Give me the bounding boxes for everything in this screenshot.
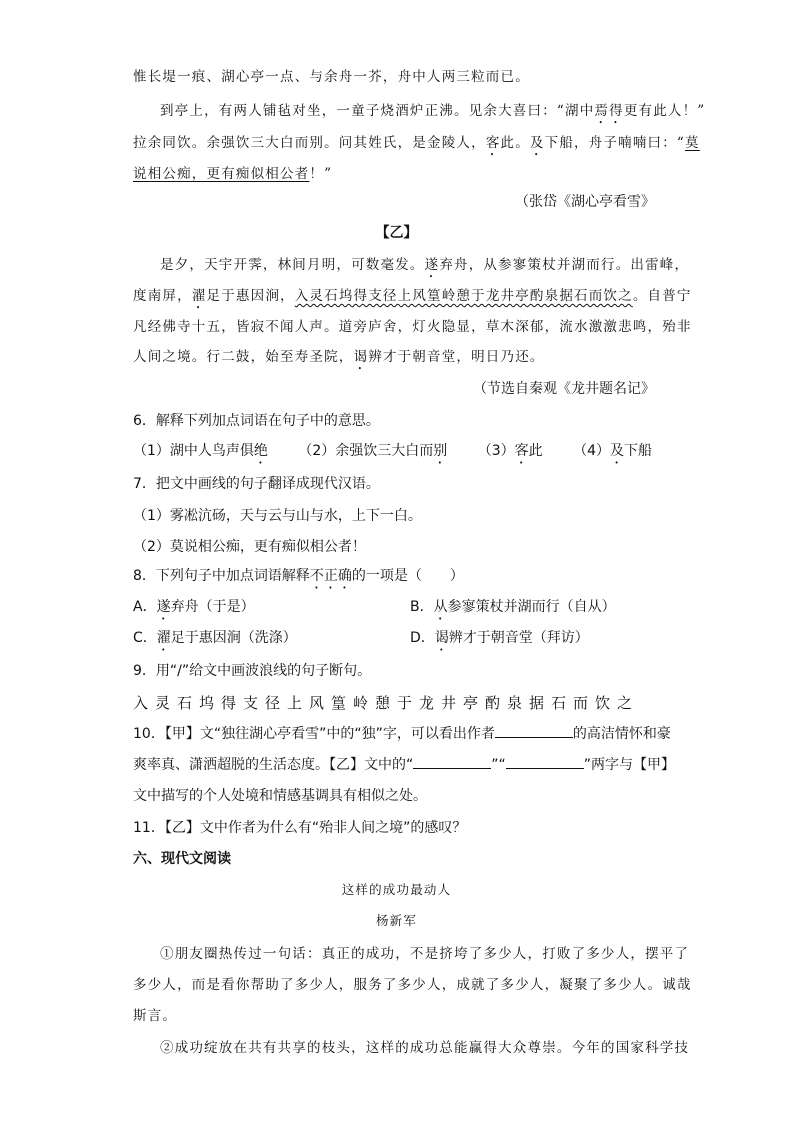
- question-8-option-b: B．从参寥策杖并湖而行（自从）: [410, 599, 616, 615]
- article-author: 杨新军: [375, 913, 418, 928]
- article-p1-line-2: 多少人，而是看你帮助了多少人，服务了多少人，成就了多少人，凝聚了多少人。诚哉: [133, 977, 692, 993]
- jia-line-1: 惟长堤一痕、湖心亭一点、与余舟一芥，舟中人两三粒而已。: [133, 69, 530, 85]
- section-6-heading: 六、现代文阅读: [133, 851, 231, 867]
- yi-source: （节选自秦观《龙井题名记》: [473, 381, 655, 397]
- question-7-sentence-1: （1）雾凇沆砀，天与云与山与水，上下一白。: [133, 508, 422, 524]
- question-10-line-1: 10．【甲】文“独往湖心亭看雪”中的“独”字，可以看出作者 的高洁情怀和豪: [133, 726, 671, 742]
- question-6-options: （1）湖中人鸟声俱绝 （2）余强饮三大白而别 （3）客此 （4）及下船: [133, 443, 653, 459]
- yi-line-4: 人间之境。行二鼓，始至寿圣院，谒辨才于朝音堂，明日乃还。: [133, 349, 545, 365]
- yi-line-2: 度南屏，濯足于惠因涧，入灵石坞得支径上风篁岭憩于龙井亭酌泉据石而饮之。自普宁: [133, 288, 692, 304]
- answer-blank-1[interactable]: [495, 724, 573, 738]
- question-9: 9．用“/”给文中画波浪线的句子断句。: [133, 663, 372, 679]
- jia-line-4: 说相公痴，更有痴似相公者！”: [133, 166, 333, 182]
- yi-line-3: 凡经佛寺十五，皆寂不闻人声。道旁庐舍，灯火隐显，草木深郁，流水激激悲鸣，殆非: [133, 319, 692, 335]
- question-10-line-2: 爽率真、潇洒超脱的生活态度。【乙】文中的“ ”“ ”两字与【甲】: [133, 757, 676, 773]
- question-8: 8．下列句子中加点词语解释不正确的一项是（ ）: [133, 568, 464, 584]
- answer-blank-3[interactable]: [506, 755, 584, 769]
- yi-heading: 【乙】: [375, 225, 418, 241]
- article-p1-line-1: ①朋友圈热传过一句话：真正的成功，不是挤垮了多少人，打败了多少人，摆平了: [160, 946, 690, 962]
- answer-blank-2[interactable]: [413, 755, 491, 769]
- question-9-sentence: 入灵石坞得支径上风篁岭憩于龙井亭酌泉据石而饮之: [133, 694, 640, 712]
- question-10-line-3: 文中描写的个人处境和情感基调具有相似之处。: [133, 788, 427, 804]
- question-8-option-d: D．谒辨才于朝音堂（拜访）: [410, 630, 589, 646]
- question-11: 11．【乙】文中作者为什么有“殆非人间之境”的感叹？: [133, 820, 467, 836]
- question-6: 6．解释下列加点词语在句子中的意思。: [133, 413, 380, 429]
- question-7: 7．把文中画线的句子翻译成现代汉语。: [133, 476, 380, 492]
- jia-source: （张岱《湖心亭看雪》: [515, 194, 655, 210]
- question-8-option-c: C．濯足于惠因涧（洗涤）: [133, 630, 297, 646]
- question-8-option-a: A．遂弃舟（于是）: [133, 599, 255, 615]
- yi-line-1: 是夕，天宇开霁，林间月明，可数毫发。遂弃舟，从参寥策杖并湖而行。出雷峰，: [160, 257, 690, 273]
- question-7-sentence-2: （2）莫说相公痴，更有痴似相公者！: [133, 539, 366, 555]
- article-p1-line-3: 斯言。: [133, 1008, 178, 1024]
- article-p2-line-1: ②成功绽放在共有共享的枝头，这样的成功总能赢得大众尊崇。今年的国家科学技: [160, 1040, 690, 1056]
- jia-line-2: 到亭上，有两人铺毡对坐，一童子烧酒炉正沸。见余大喜曰：“湖中焉得更有此人！”: [160, 103, 706, 119]
- article-title: 这样的成功最动人: [341, 882, 452, 897]
- jia-line-3: 拉余同饮。余强饮三大白而别。问其姓氏，是金陵人，客此。及下船，舟子喃喃曰：“莫: [133, 135, 700, 151]
